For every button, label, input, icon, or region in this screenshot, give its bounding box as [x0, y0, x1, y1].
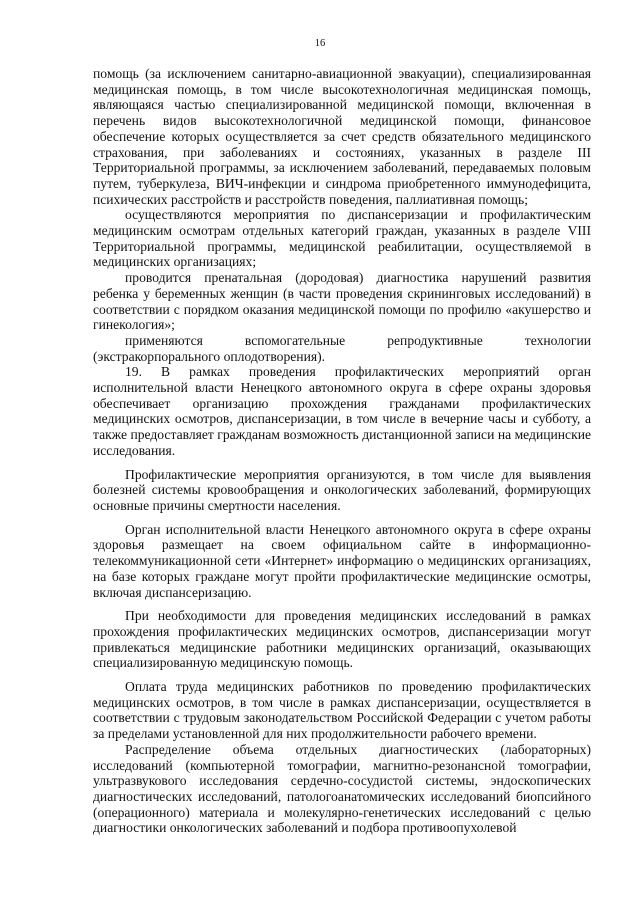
paragraph-reproductive-technologies: применяются вспомогательные репродуктивные технологии (экстракорпорального оплодотворения). — [93, 332, 591, 364]
paragraph-preventive-measures: Профилактические мероприятия организуются, в том числе для выявления болезней системы кровообращения и онкологических заболеваний, формирующих основные причины смертности населения. — [93, 466, 591, 513]
paragraph-prenatal-diagnostics: проводится пренатальная (дородовая) диагностика нарушений развития ребенка у беременных женщин (в части проведения скрининговых исследований) в соответствии с порядком оказания медицинской помощи по профилю «акушерство и гинекология»; — [93, 270, 591, 333]
paragraph-section-19: 19. В рамках проведения профилактических мероприятий орган исполнительной власти Ненецкого автономного округа в сфере охраны здоровья обеспечивает организацию прохождения гражданами профилактических медицинских осмотров, диспансеризации, в том числе в вечерние часы и субботу, а также предоставляет гражданам возможность дистанционной записи на медицинские исследования. — [93, 364, 591, 458]
paragraph-distribution-of-volume: Распределение объема отдельных диагностических (лабораторных) исследований (компьютерной томографии, магнитно-резонансной томографии, ультразвукового исследования сердечно-сосудистой системы, эндоскопических диагностических исследований, патологоанатомических исследований биопсийного (операционного) материала и молекулярно-генетических исследований с целью диагностики онкологических заболеваний и подбора противоопухолевой — [93, 741, 591, 836]
paragraph-payment-of-labor: Оплата труда медицинских работников по проведению профилактических медицинских осмотров, в том числе в рамках диспансеризации, осуществляется в соответствии с трудовым законодательством Российской Федерации с учетом работы за пределами установленной для них продолжительности рабочего времени. — [93, 679, 591, 742]
paragraph-dispensary-measures: осуществляются мероприятия по диспансеризации и профилактическим медицинским осмотрам отдельных категорий граждан, указанных в разделе VIII Территориальной программы, медицинской реабилитации, осуществляемой в медицинских организациях; — [93, 207, 591, 270]
paragraph-continued-care-types: помощь (за исключением санитарно-авиационной эвакуации), специализированная медицинская помощь, в том числе высокотехнологичная медицинская помощь, являющаяся частью специализированной медицинской помощи, включенная в перечень видов высокотехнологичной медицинской помощи, финансовое обеспечение которых осуществляется за счет средств обязательного медицинского страхования, при заболеваниях и состояниях, указанных в разделе III Территориальной программы, за исключением заболеваний, передаваемых половым путем, туберкулеза, ВИЧ-инфекции и синдрома приобретенного иммунодефицита, психических расстройств и расстройств поведения, паллиативная помощь; — [93, 66, 591, 207]
paragraph-involved-workers: При необходимости для проведения медицинских исследований в рамках прохождения профилактических медицинских осмотров, диспансеризации могут привлекаться медицинские работники медицинских организаций, оказывающих специализированную медицинскую помощь. — [93, 608, 591, 671]
paragraph-website-information: Орган исполнительной власти Ненецкого автономного округа в сфере охраны здоровья размещает на своем официальном сайте в информационно-телекоммуникационной сети «Интернет» информацию о медицинских организациях, на базе которых граждане могут пройти профилактические медицинские осмотры, включая диспансеризацию. — [93, 521, 591, 600]
document-body — [93, 66, 591, 836]
page-number: 16 — [314, 38, 326, 49]
